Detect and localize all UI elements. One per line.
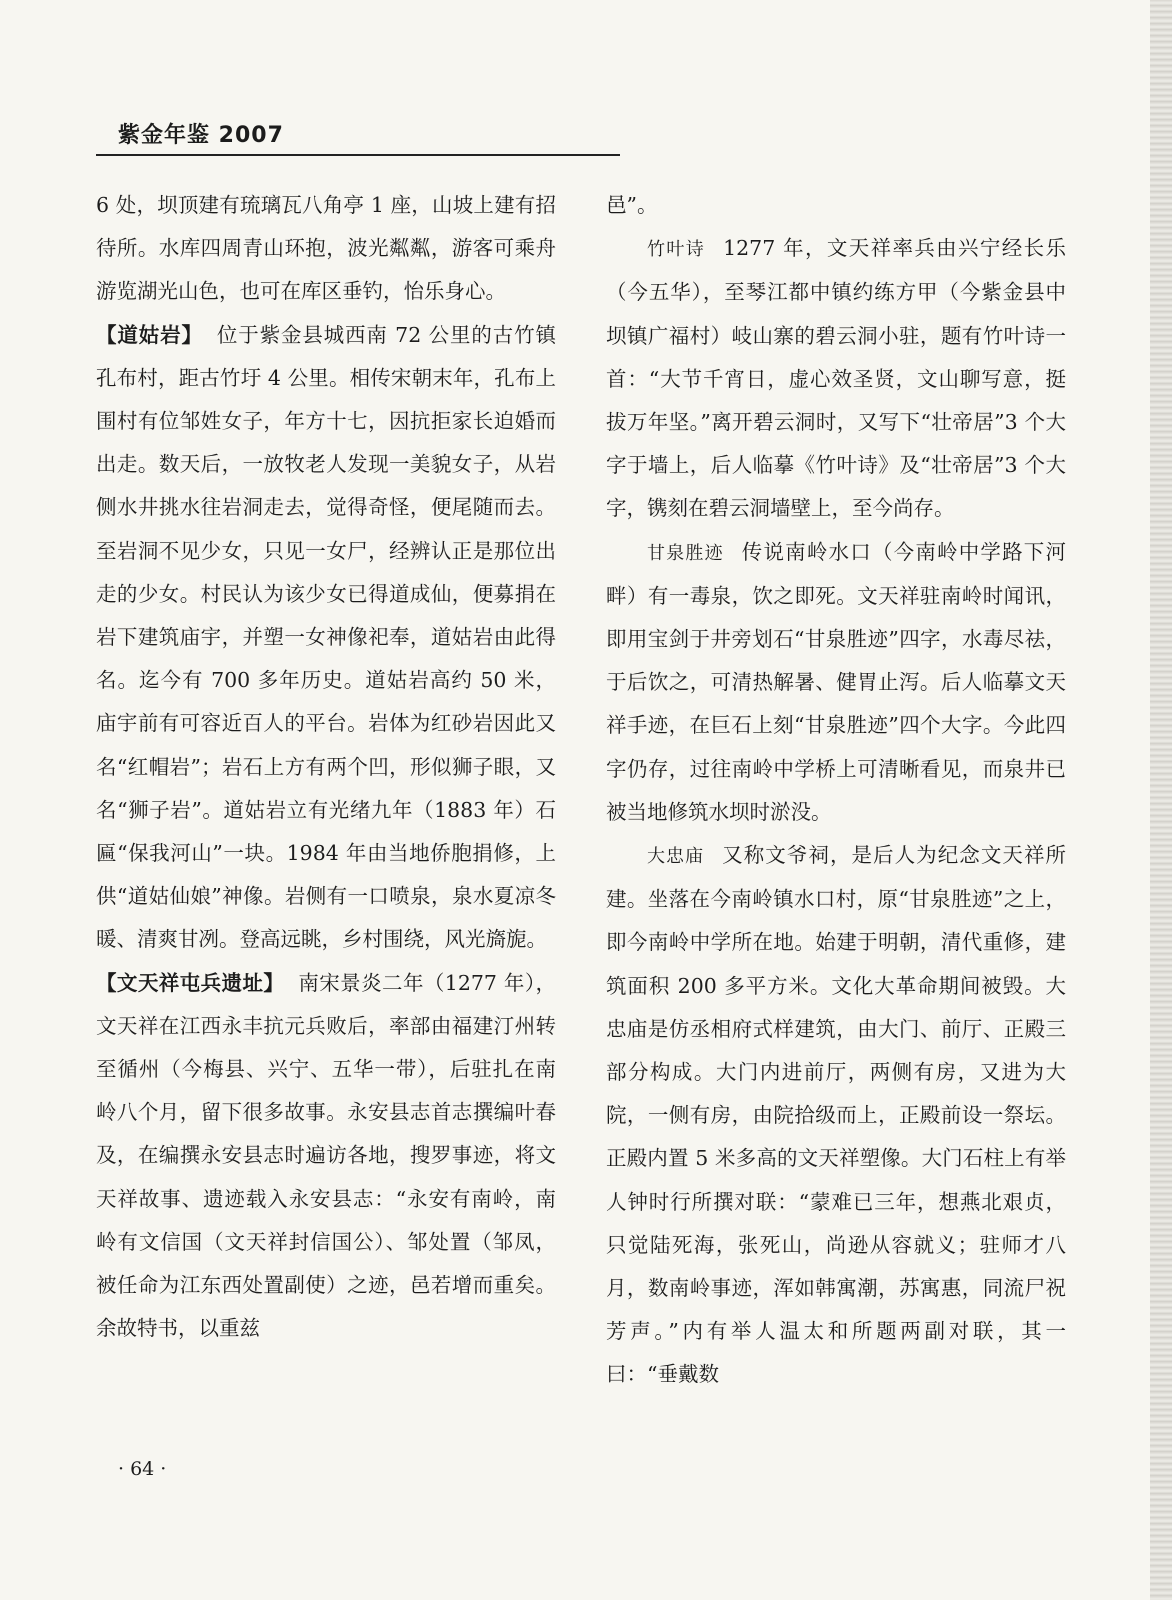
- section-text-wentianxiang-site: 南宋景炎二年（1277 年），文天祥在江西永丰抗元兵败后，率部由福建汀州转至循州（今梅县、兴宁、五华一带），后驻扎在南岭八个月，留下很多故事。永安县志首志撰编叶春及，在编撰永安县志时遍访各地，搜罗事迹，将文天祥故事、遗迹载入永安县志：“永安有南岭，南岭有文信国（文天祥封信国公）、邹处置（邹凤，被任命为江东西处置副使）之迹，邑若增而重矣。余故特书，以重兹: [96, 970, 557, 1341]
- page-number: · 64 ·: [118, 1458, 167, 1480]
- section-dazhongmiao: [606, 834, 1066, 1397]
- paragraph-reservoir-continued: 6 处，坝顶建有琉璃瓦八角亭 1 座，山坡上建有招待所。水库四周青山环抱，波光粼粼，游客可乘舟游览湖光山色，也可在库区垂钓，怡乐身心。: [96, 193, 556, 304]
- section-ganquan: [606, 531, 1066, 834]
- section-title-wentianxiang-site: 【文天祥屯兵遗址】: [96, 970, 285, 995]
- right-column: [606, 184, 1066, 1397]
- section-title-daoguyan: 【道姑岩】: [96, 322, 203, 347]
- section-zhuyeshi: [606, 227, 1066, 530]
- running-header-title: 紫金年鉴 2007: [118, 123, 284, 148]
- subsection-text-ganquan: 传说南岭水口（今南岭中学路下河畔）有一毒泉，饮之即死。文天祥驻南岭时闻讯，即用宝剑于井旁划石“甘泉胜迹”四字，水毒尽祛，于后饮之，可清热解暑、健胃止泻。后人临摹文天祥手迹，在巨石上刻“甘泉胜迹”四个大字。今此四字仍存，过往南岭中学桥上可清晰看见，而泉井已被当地修筑水坝时淤没。: [606, 539, 1067, 824]
- subsection-title-zhuyeshi: 竹叶诗: [647, 239, 706, 261]
- header-rule: [96, 154, 620, 156]
- left-column: [96, 184, 556, 1350]
- subsection-title-dazhongmiao: 大忠庙: [647, 846, 705, 868]
- paragraph-continued: 邑”。: [606, 193, 658, 217]
- subsection-text-dazhongmiao: 又称文爷祠，是后人为纪念文天祥所建。坐落在今南岭镇水口村，原“甘泉胜迹”之上，即今南岭中学所在地。始建于明朝，清代重修，建筑面积 200 多平方米。文化大革命期间被毁。大忠庙是仿丞相府式样建筑，由大门、前厅、正殿三部分构成。大门内进前厅，两侧有房，又进为大院，一侧有房，由院拾级而上，正殿前设一祭坛。正殿内置 5 米多高的文天祥塑像。大门石柱上有举人钟时行所撰对联：“蒙难已三年，想燕北艰贞，只觉陆死海，张死山，尚逊从容就义；驻师才八月，数南岭事迹，浑如韩寓潮，苏寓惠，同流尸祝芳声。”内有举人温太和所题两副对联，其一曰：“垂戴数: [606, 843, 1067, 1387]
- subsection-text-zhuyeshi: 1277 年，文天祥率兵由兴宁经长乐（今五华），至琴江都中镇约练方甲（今紫金县中坝镇广福村）岐山寨的碧云洞小驻，题有竹叶诗一首：“大节千宵日，虚心效圣贤，文山聊写意，挺拔万年坚。”离开碧云洞时，又写下“壮帝居”3 个大字于墙上，后人临摹《竹叶诗》及“壮帝居”3 个大字，镌刻在碧云洞墙壁上，至今尚存。: [606, 236, 1067, 521]
- section-daoguyan: [96, 314, 556, 962]
- subsection-title-ganquan: 甘泉胜迹: [647, 542, 724, 564]
- section-wentianxiang-site: [96, 962, 556, 1351]
- section-text-daoguyan: 位于紫金县城西南 72 公里的古竹镇孔布村，距古竹圩 4 公里。相传宋朝末年，孔布上围村有位邹姓女子，年方十七，因抗拒家长迫婚而出走。数天后，一放牧老人发现一美貌女子，从岩侧水井挑水往岩洞走去，觉得奇怪，便尾随而去。至岩洞不见少女，只见一女尸，经辨认正是那位出走的少女。村民认为该少女已得道成仙，便募捐在岩下建筑庙宇，并塑一女神像祀奉，道姑岩由此得名。迄今有 700 多年历史。道姑岩高约 50 米，庙宇前有可容近百人的平台。岩体为红砂岩因此又名“红帽岩”；岩石上方有两个凹，形似狮子眼，又名“狮子岩”。道姑岩立有光绪九年（1883 年）石匾“保我河山”一块。1984 年由当地侨胞捐修，上供“道姑仙娘”神像。岩侧有一口喷泉，泉水夏凉冬暖、清爽甘冽。登高远眺，乡村围绕，风光旖旎。: [96, 322, 556, 952]
- scan-edge-shadow: [1150, 0, 1172, 1600]
